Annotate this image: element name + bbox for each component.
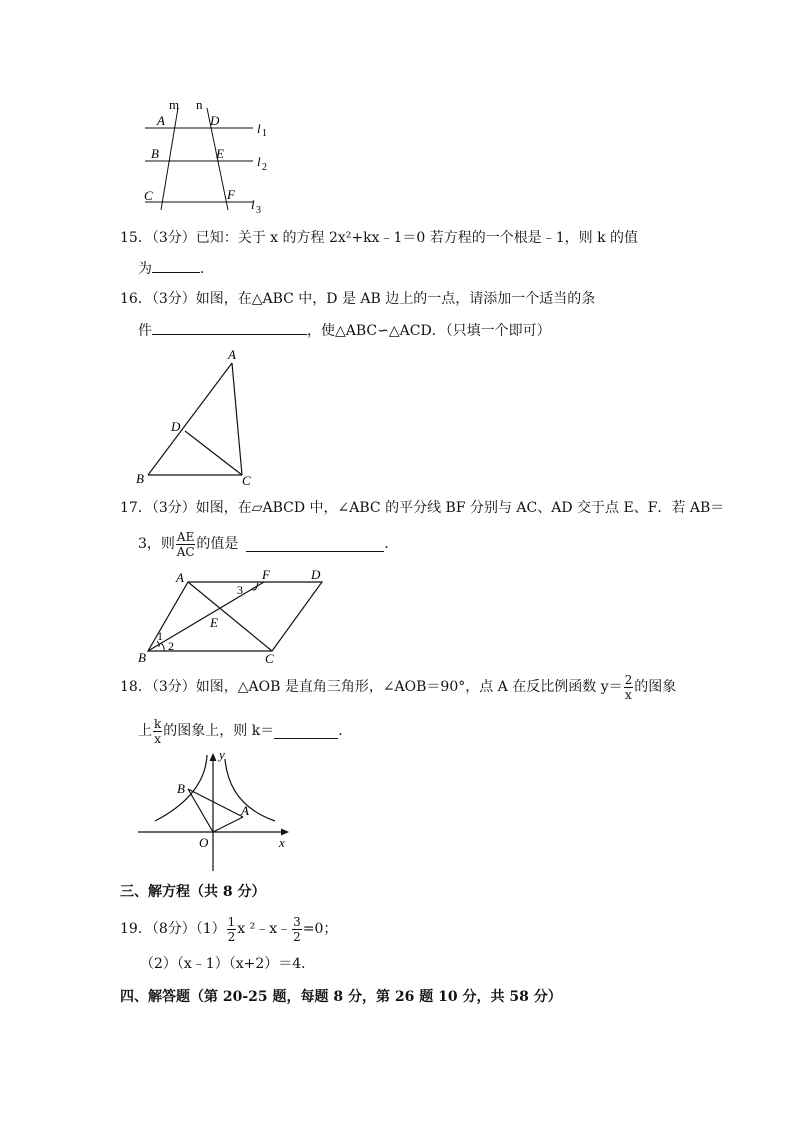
q19-f2-num: 3 <box>293 914 301 929</box>
label-l3: l <box>251 197 255 212</box>
label-l2-sub: 2 <box>262 162 267 173</box>
label-C: C <box>144 188 153 203</box>
q16-suffix: ，使△ABC∽△ACD．（只填一个即可） <box>307 323 551 339</box>
q15-line1: 15．（3分）已知：关于 x 的方程 2x²+kx﹣1＝0 若方程的一个根是﹣1，则 k 的值 <box>120 230 639 246</box>
q19-f2-den: 2 <box>293 929 301 944</box>
label-E: E <box>210 615 218 630</box>
label-angle-2: 2 <box>168 639 174 653</box>
segment-oa <box>213 817 243 832</box>
label-D: D <box>311 567 321 582</box>
label-D: D <box>210 113 220 128</box>
label-B: B <box>177 781 185 796</box>
q19-part2: （2）（x﹣1）（x+2）＝4． <box>140 956 316 972</box>
coordinate-figure <box>135 745 300 875</box>
q18-frac1-num: 2 <box>624 672 633 687</box>
q19-part1 <box>120 912 337 946</box>
q16-line2 <box>138 320 551 341</box>
q18-line2 <box>138 714 352 748</box>
q15-line2 <box>138 258 214 279</box>
label-O: O <box>199 835 209 850</box>
y-axis-arrow <box>210 753 217 761</box>
label-n: n <box>196 97 203 112</box>
q16-prefix: 件 <box>138 323 152 339</box>
label-B: B <box>136 471 144 486</box>
label-F: F <box>227 187 235 202</box>
q19-f1-num: 1 <box>227 914 236 929</box>
label-l3-sub: 3 <box>256 205 261 216</box>
q17-suffix: ． <box>384 536 399 552</box>
label-F: F <box>262 567 270 582</box>
segment-cd <box>185 431 242 475</box>
label-m: m <box>169 97 180 112</box>
q18-frac2-den: x <box>154 731 162 746</box>
q17-fraction <box>176 530 195 559</box>
label-A: A <box>241 803 249 818</box>
q18-prefix: 18．（3分）如图，△AOB 是直角三角形，∠AOB＝90°，点 A 在反比例函数 y＝ <box>120 679 623 695</box>
q17-frac-den: AC <box>176 544 195 559</box>
label-C: C <box>265 651 274 666</box>
q18-prefix2: 上 <box>138 723 152 739</box>
label-E: E <box>216 146 224 161</box>
diagonal-ac <box>188 582 272 651</box>
q18-answer-blank[interactable] <box>274 724 338 739</box>
q17-prefix: 3，则 <box>138 536 175 552</box>
q15-answer-blank[interactable] <box>152 258 200 273</box>
label-B: B <box>151 146 159 161</box>
side-ac <box>232 363 242 475</box>
label-A: A <box>157 113 165 128</box>
q19-f1-den: 2 <box>227 929 236 944</box>
label-x: x <box>279 835 285 850</box>
q15-prefix: 为 <box>138 261 152 277</box>
q17-frac-num: AE <box>176 529 195 544</box>
q16-line1: 16．（3分）如图，在△ABC 中，D 是 AB 边上的一点，请添加一个适当的条 <box>120 291 596 307</box>
q18-suffix1: 的图象 <box>634 679 677 695</box>
label-y: y <box>219 747 225 762</box>
q19-suffix: =0； <box>302 921 338 937</box>
label-l2: l <box>257 154 261 169</box>
q18-frac1-den: x <box>625 687 632 702</box>
triangle-abc-figure <box>130 345 260 490</box>
q18-fraction-2 <box>153 717 162 746</box>
label-l1-sub: 1 <box>262 128 267 139</box>
label-C: C <box>242 473 251 488</box>
q19-fraction-1 <box>227 915 237 944</box>
bisector-bf <box>148 582 264 651</box>
angle-arc-2 <box>161 643 164 651</box>
q17-line2 <box>138 528 398 560</box>
q19-prefix: 19．（8分）（1） <box>120 921 226 937</box>
q19-fraction-2 <box>292 915 302 944</box>
q16-answer-blank[interactable] <box>152 320 307 335</box>
parallelogram-abcd <box>148 582 322 651</box>
section-4-title: 四、解答题（第 20-25 题，每题 8 分，第 26 题 10 分，共 58 分） <box>120 989 562 1005</box>
q18-line1 <box>120 670 676 704</box>
q17-answer-blank[interactable] <box>246 537 384 552</box>
parallel-lines-figure <box>135 96 285 218</box>
q19-mid: x ²﹣x﹣ <box>237 921 292 937</box>
label-D: D <box>171 419 181 434</box>
q17-line1: 17．（3分）如图，在▱ABCD 中，∠ABC 的平分线 BF 分别与 AC、AD 交于点 E、F．若 AB＝ <box>120 500 725 516</box>
label-angle-1: 1 <box>157 629 163 643</box>
q18-suffix2: ． <box>338 723 353 739</box>
label-A: A <box>228 347 236 362</box>
label-B: B <box>138 650 146 665</box>
section-3-title: 三、解方程（共 8 分） <box>120 884 266 900</box>
label-angle-3: 3 <box>237 583 243 597</box>
label-A: A <box>176 570 184 585</box>
label-l1: l <box>257 121 261 136</box>
parallelogram-figure <box>130 565 330 670</box>
q17-mid: 的值是 <box>196 536 239 552</box>
q18-fraction-1 <box>624 673 634 702</box>
q18-mid2: 的图象上，则 k＝ <box>163 723 275 739</box>
q18-frac2-num: k <box>154 716 162 731</box>
q15-suffix: ． <box>200 261 214 277</box>
